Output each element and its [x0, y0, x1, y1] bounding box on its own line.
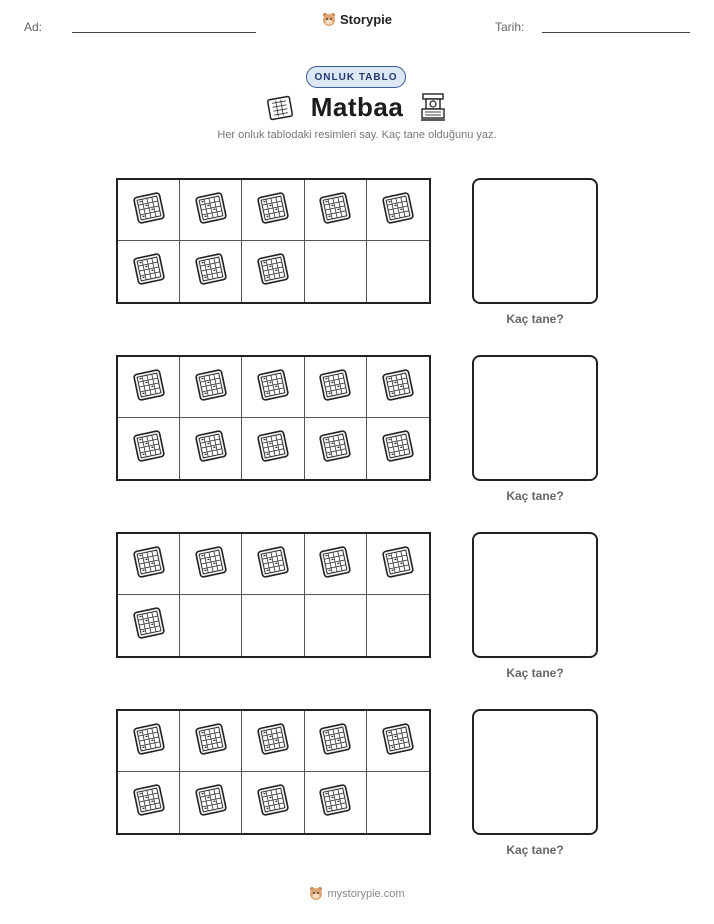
answer-box-2[interactable] — [472, 355, 598, 481]
printing-plate-icon — [377, 542, 419, 587]
printing-plate-icon — [128, 188, 170, 233]
printing-plate-icon — [252, 426, 294, 471]
date-line[interactable] — [542, 32, 690, 33]
ten-frame-cell — [305, 711, 367, 772]
ten-frame-cell — [305, 772, 367, 833]
printing-plate-icon — [252, 365, 294, 410]
question-label-3: Kaç tane? — [506, 666, 564, 680]
ten-frame-2 — [116, 355, 431, 481]
printing-plate-icon — [190, 426, 232, 471]
ten-frame-cell — [367, 772, 429, 833]
ten-frame-cell — [367, 241, 429, 302]
printing-plate-icon — [314, 426, 356, 471]
date-label: Tarih: — [495, 20, 525, 34]
question-label-4: Kaç tane? — [506, 843, 564, 857]
ten-frame-cell — [305, 418, 367, 479]
ten-frame-cell — [118, 180, 180, 241]
ten-frame-cell — [242, 772, 304, 833]
ten-frame-cell — [180, 418, 242, 479]
storypie-mascot-icon — [322, 12, 336, 27]
ten-frame-cell — [367, 711, 429, 772]
footer-url: mystorypie.com — [327, 887, 405, 900]
ten-frame-cell — [118, 772, 180, 833]
printing-press-icon — [419, 90, 447, 122]
ten-frame-4 — [116, 709, 431, 835]
ten-frame-cell — [180, 534, 242, 595]
ten-frame-cell — [367, 180, 429, 241]
name-line[interactable] — [72, 32, 256, 33]
ten-frame-cell — [242, 180, 304, 241]
ten-frame-cell — [242, 534, 304, 595]
printing-plate-icon — [190, 780, 232, 825]
printing-plate-icon — [377, 426, 419, 471]
printing-plate-icon — [190, 719, 232, 764]
ten-frame-cell — [305, 180, 367, 241]
printing-plate-icon — [252, 780, 294, 825]
answer-box-3[interactable] — [472, 532, 598, 658]
ten-frame-cell — [242, 418, 304, 479]
brand-logo — [0, 12, 714, 32]
ten-frame-cell — [180, 241, 242, 302]
printing-plate-icon — [252, 542, 294, 587]
page-title: Matbaa — [310, 92, 404, 122]
printing-plate-icon — [314, 365, 356, 410]
printing-plate-icon — [252, 249, 294, 294]
footer — [0, 886, 714, 904]
ten-frame-1 — [116, 178, 431, 304]
answer-box-4[interactable] — [472, 709, 598, 835]
printing-plate-icon — [377, 188, 419, 233]
ten-frame-cell — [305, 595, 367, 656]
ten-frame-cell — [180, 595, 242, 656]
printing-plate-icon — [314, 188, 356, 233]
printing-plate-icon — [314, 780, 356, 825]
ten-frame-cell — [118, 534, 180, 595]
ten-frame-cell — [305, 534, 367, 595]
printing-plate-icon — [314, 719, 356, 764]
printing-plate-icon — [252, 188, 294, 233]
answer-box-1[interactable] — [472, 178, 598, 304]
ten-frame-cell — [242, 711, 304, 772]
ten-frame-cell — [180, 180, 242, 241]
ten-frame-cell — [305, 241, 367, 302]
printing-plate-icon — [314, 542, 356, 587]
ten-frame-cell — [242, 241, 304, 302]
printing-plate-icon — [128, 719, 170, 764]
ten-frame-cell — [118, 711, 180, 772]
printing-plate-icon — [128, 365, 170, 410]
ten-frame-cell — [305, 357, 367, 418]
printing-plate-icon — [128, 542, 170, 587]
ten-frame-cell — [118, 357, 180, 418]
ten-frame-cell — [242, 595, 304, 656]
ten-frame-3 — [116, 532, 431, 658]
ten-frame-cell — [242, 357, 304, 418]
brand-name: Storypie — [339, 12, 392, 27]
printing-plate-icon — [190, 249, 232, 294]
worksheet-tag: ONLUK TABLO — [306, 66, 406, 88]
printing-plate-icon — [128, 780, 170, 825]
question-label-1: Kaç tane? — [506, 312, 564, 326]
ten-frame-cell — [367, 595, 429, 656]
ten-frame-cell — [367, 534, 429, 595]
ten-frame-cell — [180, 772, 242, 833]
printing-plate-icon — [128, 249, 170, 294]
ten-frame-cell — [367, 357, 429, 418]
printing-plate-icon — [190, 365, 232, 410]
printing-plate-icon — [377, 719, 419, 764]
printing-plate-icon — [128, 603, 170, 648]
instructions: Her onluk tablodaki resimleri say. Kaç tane olduğunu yaz. — [217, 129, 497, 141]
ten-frame-cell — [180, 357, 242, 418]
printing-plate-icon — [128, 426, 170, 471]
name-label: Ad: — [24, 20, 43, 34]
question-label-2: Kaç tane? — [506, 489, 564, 503]
printing-plate-icon — [190, 188, 232, 233]
printing-plate-icon — [190, 542, 232, 587]
ten-frame-cell — [118, 595, 180, 656]
ten-frame-cell — [118, 418, 180, 479]
printing-plate-icon — [377, 365, 419, 410]
ten-frame-cell — [180, 711, 242, 772]
storypie-mascot-icon — [309, 886, 323, 901]
ten-frame-cell — [367, 418, 429, 479]
ten-frame-cell — [118, 241, 180, 302]
printing-plate-icon — [252, 719, 294, 764]
